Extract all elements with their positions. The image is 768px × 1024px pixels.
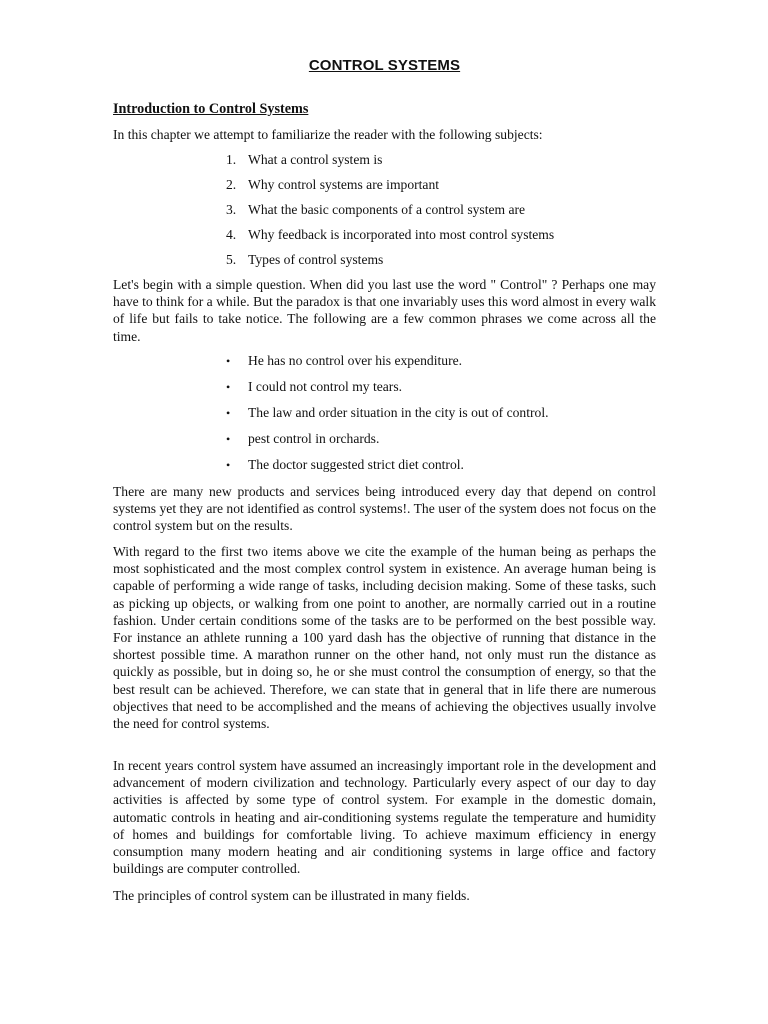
list-item-text: What the basic components of a control system are [248, 202, 526, 217]
list-item-text: Types of control systems [248, 252, 384, 267]
list-item [226, 456, 549, 482]
list-item [226, 226, 554, 251]
bullet-icon: • [226, 458, 231, 472]
list-item [226, 151, 554, 176]
list-number: 1. [226, 152, 237, 167]
bullet-icon: • [226, 406, 231, 420]
list-item-text: The law and order situation in the city is out of control. [248, 405, 549, 420]
list-item-text: Why feedback is incorporated into most control systems [248, 227, 555, 242]
document-title: CONTROL SYSTEMS [308, 57, 461, 74]
list-item [226, 251, 554, 276]
paragraph-1: Let's begin with a simple question. When did you last use the word " Control" ? Perhaps one may have to think for a while. But the paradox is that one invariably uses this word almost in every walk of life but fails to take notice. The following are a few common phrases we come across all the time. [113, 277, 656, 344]
list-item-text: I could not control my tears. [248, 379, 403, 394]
paragraph-4: In recent years control system have assumed an increasingly important role in the development and advancement of modern civilization and technology. Particularly every aspect of our day to day activities is affected by some type of control system. For example in the domestic domain, automatic controls in heating and air-conditioning systems regulate the temperature and humidity of homes and buildings for comfortable living. To achieve maximum efficiency in energy consumption many modern heating and air conditioning systems in large office and factory buildings are computer controlled. [113, 758, 656, 877]
list-item [226, 378, 549, 404]
list-item [226, 404, 549, 430]
list-item-text: The doctor suggested strict diet control. [248, 457, 464, 472]
bullet-icon: • [226, 354, 231, 368]
phrases-list [226, 352, 549, 482]
list-number: 2. [226, 177, 237, 192]
list-item-text: Why control systems are important [248, 177, 440, 192]
intro-sentence: In this chapter we attempt to familiarize the reader with the following subjects: [113, 127, 543, 142]
list-number: 4. [226, 227, 237, 242]
paragraph-5: The principles of control system can be illustrated in many fields. [113, 888, 470, 903]
list-item [226, 430, 549, 456]
list-item-text: What a control system is [248, 152, 383, 167]
bullet-icon: • [226, 380, 231, 394]
subjects-list [226, 151, 554, 276]
list-number: 5. [226, 252, 237, 267]
paragraph-3: With regard to the first two items above we cite the example of the human being as perhaps the most sophisticated and the most complex control system in existence. An average human being is capable of performing a wide range of tasks, including decision making. Some of these tasks, such as picking up objects, or walking from one point to another, are normally carried out in a routine fashion. Under certain conditions some of the tasks are to be performed on the best possible way. For instance an athlete running a 100 yard dash has the objective of running that distance in the shortest possible time. A marathon runner on the other hand, not only must run the distance as quickly as possible, but in doing so, he or she must control the consumption of energy, so that the best result can be achieved. Therefore, we can state that in general that in life there are numerous objectives that need to be accomplished and the means of achieving the objectives usually involve the need for control systems. [113, 544, 656, 732]
paragraph-2: There are many new products and services being introduced every day that depend on control systems yet they are not identified as control systems!. The user of the system does not focus on the control system but on the results. [113, 484, 656, 534]
list-item [226, 201, 554, 226]
list-number: 3. [226, 202, 237, 217]
list-item [226, 352, 549, 378]
list-item [226, 176, 554, 201]
list-item-text: pest control in orchards. [248, 431, 380, 446]
list-item-text: He has no control over his expenditure. [248, 353, 463, 368]
bullet-icon: • [226, 432, 231, 446]
section-heading: Introduction to Control Systems [113, 101, 309, 117]
